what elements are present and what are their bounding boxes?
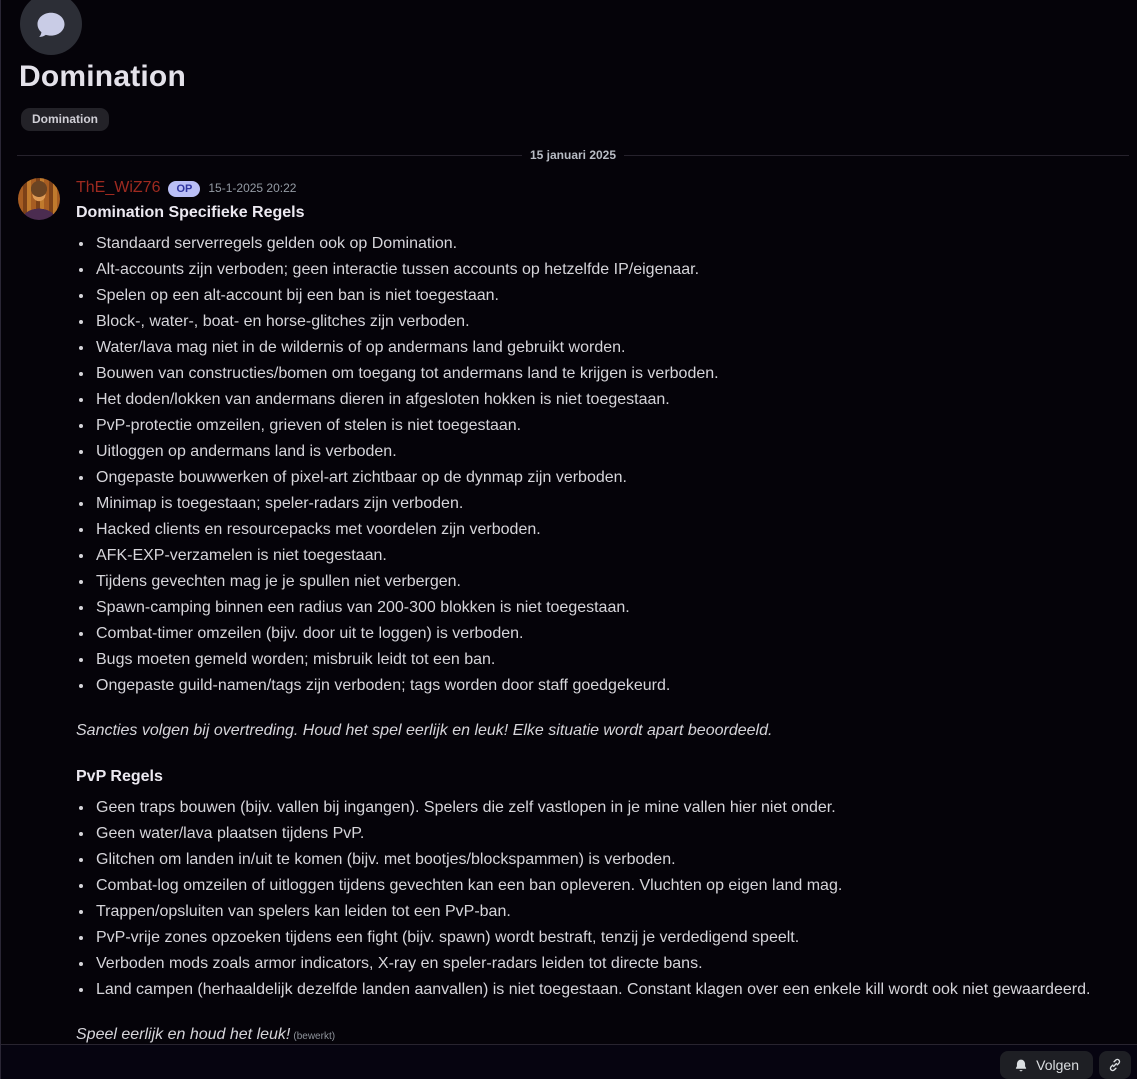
user-avatar[interactable] — [18, 178, 60, 220]
rule-item: • PvP-vrije zones opzoeken tijdens een fight (bijv. spawn) wordt bestraft, tenzij je verdedigend speelt. — [94, 925, 1137, 951]
rule-item: • Het doden/lokken van andermans dieren in afgesloten hokken is niet toegestaan. — [94, 387, 1137, 413]
page-title: Domination — [19, 60, 186, 93]
rule-item: • Bouwen van constructies/bomen om toegang tot andermans land te krijgen is verboden. — [94, 361, 1137, 387]
rule-item: • Water/lava mag niet in de wildernis of op andermans land gebruikt worden. — [94, 335, 1137, 361]
divider-date: 15 januari 2025 — [529, 148, 617, 162]
rule-item: • Spelen op een alt-account bij een ban is niet toegestaan. — [94, 283, 1137, 309]
rule-item: • Minimap is toegestaan; speler-radars zijn verboden. — [94, 491, 1137, 517]
rule-item: • Spawn-camping binnen een radius van 200-300 blokken is niet toegestaan. — [94, 595, 1137, 621]
date-divider — [17, 149, 1129, 162]
rule-item: • Ongepaste guild-namen/tags zijn verboden; tags worden door staff goedgekeurd. — [94, 673, 1137, 699]
rule-item: • Geen water/lava plaatsen tijdens PvP. — [94, 821, 1137, 847]
rule-item: • Glitchen om landen in/uit te komen (bijv. met bootjes/blockspammen) is verboden. — [94, 847, 1137, 873]
rule-item: • Combat-log omzeilen of uitloggen tijdens gevechten kan een ban opleveren. Vluchten op eigen land mag. — [94, 873, 1137, 899]
bell-icon — [1014, 1058, 1028, 1073]
rule-item: • Ongepaste bouwwerken of pixel-art zichtbaar op de dynmap zijn verboden. — [94, 465, 1137, 491]
rule-item: • Combat-timer omzeilen (bijv. door uit te loggen) is verboden. — [94, 621, 1137, 647]
chat-bubble-icon — [33, 8, 69, 44]
message — [17, 177, 1137, 1048]
timestamp: 15-1-2025 20:22 — [208, 181, 297, 195]
rule-item: • AFK-EXP-verzamelen is niet toegestaan. — [94, 543, 1137, 569]
rules-list-pvp — [76, 795, 1137, 1003]
follow-button[interactable] — [1000, 1051, 1093, 1079]
divider-line-right — [624, 155, 1129, 156]
rule-item: • Block-, water-, boat- en horse-glitches zijn verboden. — [94, 309, 1137, 335]
footer-bar — [1, 1044, 1137, 1079]
rule-item: • Standaard serverregels gelden ook op Domination. — [94, 231, 1137, 257]
section-heading-domination: Domination Specifieke Regels — [76, 204, 305, 221]
link-icon — [1107, 1057, 1123, 1073]
rule-item: • PvP-protectie omzeilen, grieven of stelen is niet toegestaan. — [94, 413, 1137, 439]
thread-avatar — [20, 0, 82, 55]
username[interactable]: ThE_WiZ76 — [76, 179, 161, 196]
rule-item: • Trappen/opsluiten van spelers kan leiden tot een PvP-ban. — [94, 899, 1137, 925]
message-header — [76, 177, 1137, 198]
message-body — [76, 177, 1137, 1048]
section-heading-pvp: PvP Regels — [76, 768, 163, 785]
rule-item: • Tijdens gevechten mag je je spullen niet verbergen. — [94, 569, 1137, 595]
rule-item: • Uitloggen op andermans land is verboden. — [94, 439, 1137, 465]
rule-item: • Verboden mods zoals armor indicators, X-ray en speler-radars leiden tot directe bans. — [94, 951, 1137, 977]
rule-item: • Land campen (herhaaldelijk dezelfde landen aanvallen) is niet toegestaan. Constant klagen over een enkele kill wordt ook niet gewaardeerd. — [94, 977, 1137, 1003]
rule-item: • Alt-accounts zijn verboden; geen interactie tussen accounts op hetzelfde IP/eigenaar. — [94, 257, 1137, 283]
copy-link-button[interactable] — [1099, 1051, 1131, 1079]
divider-line-left — [17, 155, 522, 156]
closing-note: Speel eerlijk en houd het leuk! — [76, 1026, 291, 1043]
rules-list-domination — [76, 231, 1137, 699]
sanctions-note: Sancties volgen bij overtreding. Houd het spel eerlijk en leuk! Elke situatie wordt apart beoordeeld. — [76, 722, 773, 739]
thread-tag[interactable]: Domination — [21, 108, 109, 131]
op-badge: OP — [168, 181, 200, 197]
follow-button-label: Volgen — [1036, 1057, 1079, 1073]
rule-item: • Geen traps bouwen (bijv. vallen bij ingangen). Spelers die zelf vastlopen in je mine vallen hier niet onder. — [94, 795, 1137, 821]
rule-item: • Bugs moeten gemeld worden; misbruik leidt tot een ban. — [94, 647, 1137, 673]
rule-item: • Hacked clients en resourcepacks met voordelen zijn verboden. — [94, 517, 1137, 543]
edited-label: (bewerkt) — [293, 1031, 336, 1042]
